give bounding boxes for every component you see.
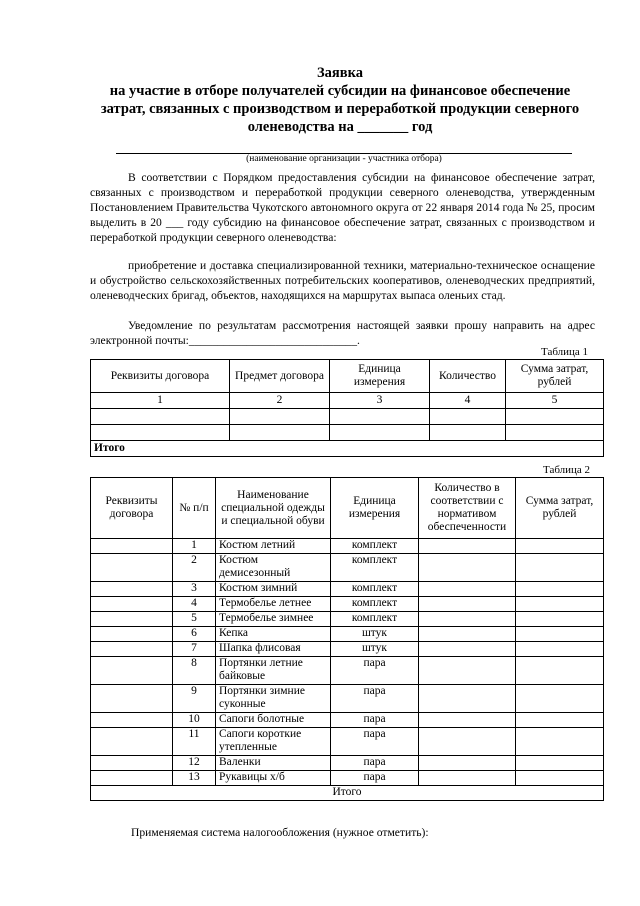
table1-header-cell: Предмет договора: [230, 360, 330, 393]
table2-number-cell: 9: [173, 685, 216, 713]
table2-row: [91, 597, 604, 612]
table2-caption: Таблица 2: [543, 464, 591, 476]
table2-sum-cell[interactable]: [516, 627, 604, 642]
table2-header-cell: Наименование специальной одежды и специальной обуви: [216, 478, 331, 539]
table2-contract-cell[interactable]: [91, 756, 173, 771]
table2-item-name: Валенки: [216, 756, 331, 771]
table2-sum-cell[interactable]: [516, 554, 604, 582]
table2-row: [91, 728, 604, 756]
table2-total-label: Итого: [91, 786, 604, 801]
table1-cell[interactable]: [91, 425, 230, 441]
table2-number-cell: 1: [173, 539, 216, 554]
table2-row: [91, 685, 604, 713]
table2-quantity-cell[interactable]: [419, 642, 516, 657]
table2-number-cell: 11: [173, 728, 216, 756]
table2-number-cell: 3: [173, 582, 216, 597]
table2-contract-cell[interactable]: [91, 657, 173, 685]
table2-quantity-cell[interactable]: [419, 582, 516, 597]
table1-header-cell: Сумма затрат, рублей: [506, 360, 604, 393]
paragraph-notification: Уведомление по результатам рассмотрения настоящей заявки прошу направить на адрес электронной почты:_____________________________.: [90, 319, 595, 347]
table2-quantity-cell[interactable]: [419, 756, 516, 771]
title-line-2: на участие в отборе получателей субсидии на финансовое обеспечение: [109, 83, 571, 99]
table2-item-name: Шапка флисовая: [216, 642, 331, 657]
table2-sum-cell[interactable]: [516, 612, 604, 627]
table2-contract-cell[interactable]: [91, 627, 173, 642]
paragraph-request: В соответствии с Порядком предоставления субсидии на финансовое обеспечение затрат, связанных с производством и переработкой продукции северного оленеводства, утвержденным Постановлением Правительства Чукотского автономного округа от 22 января 2014 года № 25, просим выделить в 20 ___ году субсидию на финансовое обеспечение затрат, связанных с производством и переработкой продукции северного оленеводства:: [90, 171, 595, 244]
table2-quantity-cell[interactable]: [419, 657, 516, 685]
table2-sum-cell[interactable]: [516, 539, 604, 554]
table-2: [90, 477, 604, 801]
table1-number-cell: 3: [330, 393, 430, 409]
table2-unit-cell: пара: [331, 771, 419, 786]
table2-row: [91, 627, 604, 642]
table2-unit-cell: штук: [331, 627, 419, 642]
table2-quantity-cell[interactable]: [419, 713, 516, 728]
table2-sum-cell[interactable]: [516, 728, 604, 756]
table2-contract-cell[interactable]: [91, 642, 173, 657]
table2-item-name: Рукавицы х/б: [216, 771, 331, 786]
table2-sum-cell[interactable]: [516, 771, 604, 786]
table1-header-cell: Единица измерения: [330, 360, 430, 393]
table2-quantity-cell[interactable]: [419, 627, 516, 642]
table1-cell[interactable]: [330, 409, 430, 425]
table1-cell[interactable]: [430, 425, 506, 441]
table2-sum-cell[interactable]: [516, 713, 604, 728]
table2-sum-cell[interactable]: [516, 597, 604, 612]
table2-contract-cell[interactable]: [91, 612, 173, 627]
table1-cell[interactable]: [230, 425, 330, 441]
table1-number-cell: 2: [230, 393, 330, 409]
table2-number-cell: 6: [173, 627, 216, 642]
table1-cell[interactable]: [91, 409, 230, 425]
table2-total-row: [91, 786, 604, 801]
table2-quantity-cell[interactable]: [419, 597, 516, 612]
title-line-3: затрат, связанных с производством и переработкой продукции северного: [100, 101, 580, 117]
title-heading: Заявка: [317, 65, 363, 81]
table2-number-cell: 12: [173, 756, 216, 771]
table2-quantity-cell[interactable]: [419, 685, 516, 713]
table2-contract-cell[interactable]: [91, 771, 173, 786]
table1-empty-row: [91, 425, 604, 441]
table2-header-row: [91, 478, 604, 539]
table2-quantity-cell[interactable]: [419, 771, 516, 786]
table2-unit-cell: пара: [331, 685, 419, 713]
title-line-4: оленеводства на _______ год: [247, 119, 433, 135]
table2-header-cell: Единица измерения: [331, 478, 419, 539]
table2-unit-cell: штук: [331, 642, 419, 657]
table1-total-label: Итого: [91, 441, 604, 457]
table2-item-name: Кепка: [216, 627, 331, 642]
table2-item-name: Костюм демисезонный: [216, 554, 331, 582]
table2-row: [91, 642, 604, 657]
table2-unit-cell: комплект: [331, 612, 419, 627]
table2-unit-cell: комплект: [331, 539, 419, 554]
table2-unit-cell: пара: [331, 713, 419, 728]
table2-quantity-cell[interactable]: [419, 612, 516, 627]
table1-number-cell: 1: [91, 393, 230, 409]
table2-row: [91, 582, 604, 597]
table2-item-name: Сапоги болотные: [216, 713, 331, 728]
table2-header-cell: Реквизиты договора: [91, 478, 173, 539]
table2-contract-cell[interactable]: [91, 728, 173, 756]
table2-unit-cell: комплект: [331, 597, 419, 612]
table2-contract-cell[interactable]: [91, 539, 173, 554]
table2-item-name: Костюм зимний: [216, 582, 331, 597]
table2-contract-cell[interactable]: [91, 685, 173, 713]
table2-number-cell: 8: [173, 657, 216, 685]
table2-number-cell: 10: [173, 713, 216, 728]
table2-item-name: Костюм летний: [216, 539, 331, 554]
table-1: [90, 359, 604, 457]
table2-contract-cell[interactable]: [91, 554, 173, 582]
table2-header-cell: Количество в соответствии с нормативом обеспеченности: [419, 478, 516, 539]
table2-contract-cell[interactable]: [91, 582, 173, 597]
table2-item-name: Портянки летние байковые: [216, 657, 331, 685]
table1-caption: Таблица 1: [541, 346, 589, 358]
table1-number-row: [91, 393, 604, 409]
table2-sum-cell[interactable]: [516, 756, 604, 771]
table2-row: [91, 713, 604, 728]
table2-sum-cell[interactable]: [516, 642, 604, 657]
table1-empty-row: [91, 409, 604, 425]
table2-contract-cell[interactable]: [91, 597, 173, 612]
table1-header-row: [91, 360, 604, 393]
table1-header-cell: Количество: [430, 360, 506, 393]
table2-number-cell: 5: [173, 612, 216, 627]
table2-row: [91, 539, 604, 554]
table1-header-cell: Реквизиты договора: [91, 360, 230, 393]
table1-number-cell: 4: [430, 393, 506, 409]
table2-number-cell: 13: [173, 771, 216, 786]
table2-quantity-cell[interactable]: [419, 554, 516, 582]
table2-item-name: Термобелье летнее: [216, 597, 331, 612]
table2-header-cell: Сумма затрат, рублей: [516, 478, 604, 539]
table2-sum-cell[interactable]: [516, 582, 604, 597]
table2-number-cell: 2: [173, 554, 216, 582]
table1-number-cell: 5: [506, 393, 604, 409]
table2-unit-cell: пара: [331, 756, 419, 771]
table1-total-row: [91, 441, 604, 457]
table2-row: [91, 756, 604, 771]
table2-unit-cell: комплект: [331, 554, 419, 582]
tax-system-label: Применяемая система налогообложения (нужное отметить):: [131, 826, 429, 839]
document-title: [60, 64, 620, 136]
table2-unit-cell: комплект: [331, 582, 419, 597]
table1-cell[interactable]: [506, 425, 604, 441]
table1-cell[interactable]: [430, 409, 506, 425]
table2-item-name: Сапоги короткие утепленные: [216, 728, 331, 756]
table2-contract-cell[interactable]: [91, 713, 173, 728]
table1-cell[interactable]: [506, 409, 604, 425]
table2-sum-cell[interactable]: [516, 657, 604, 685]
table2-item-name: Портянки зимние суконные: [216, 685, 331, 713]
table1-cell[interactable]: [330, 425, 430, 441]
table2-quantity-cell[interactable]: [419, 539, 516, 554]
table2-row: [91, 657, 604, 685]
organization-caption: (наименование организации - участника отбора): [246, 154, 442, 164]
table2-unit-cell: пара: [331, 657, 419, 685]
table2-row: [91, 612, 604, 627]
table2-item-name: Термобелье зимнее: [216, 612, 331, 627]
table2-row: [91, 771, 604, 786]
table2-row: [91, 554, 604, 582]
table2-unit-cell: пара: [331, 728, 419, 756]
table2-quantity-cell[interactable]: [419, 728, 516, 756]
table2-sum-cell[interactable]: [516, 685, 604, 713]
table2-header-cell: № п/п: [173, 478, 216, 539]
table1-cell[interactable]: [230, 409, 330, 425]
table2-number-cell: 4: [173, 597, 216, 612]
paragraph-purpose: приобретение и доставка специализированной техники, материально-техническое оснащение и обустройство сельскохозяйственных потребительских кооперативов, оленеводческих предприятий, оленеводческих бригад, объектов, находящихся на маршрутах выпаса оленьих стад.: [90, 259, 595, 302]
table2-number-cell: 7: [173, 642, 216, 657]
